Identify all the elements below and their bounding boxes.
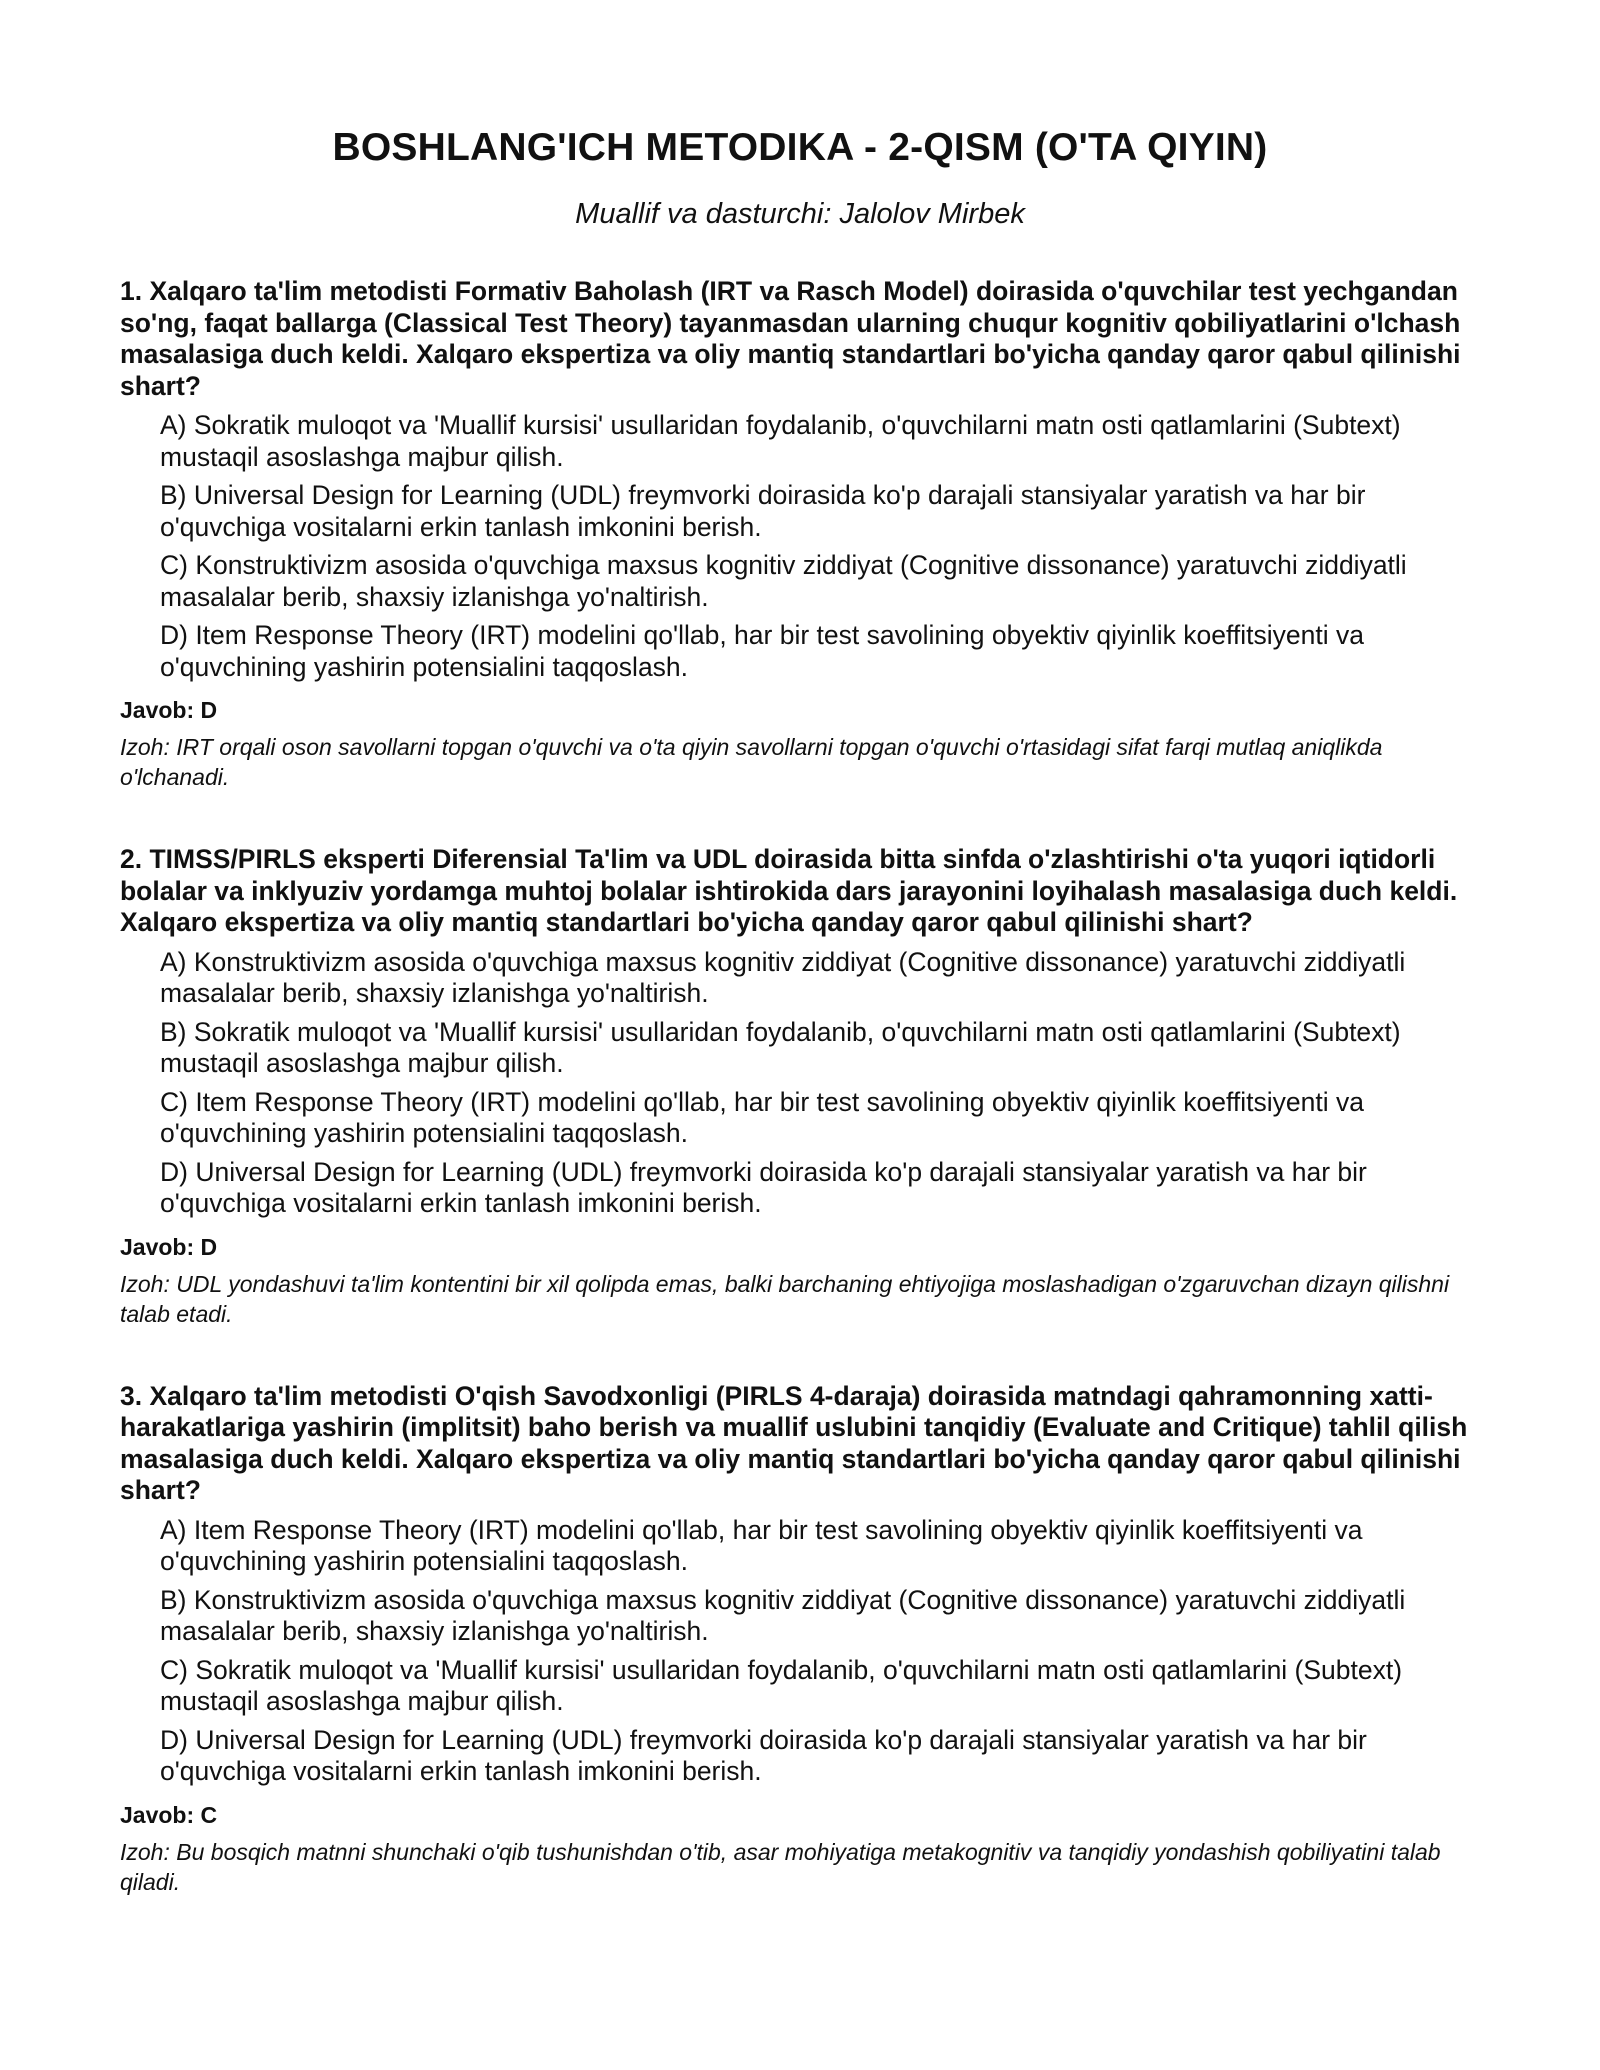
- explanation-text: Izoh: UDL yondashuvi ta'lim kontentini bir xil qolipda emas, balki barchaning ehtiyojiga moslashadigan o'zgaruvchan dizayn qilishni talab etadi.: [120, 1270, 1450, 1327]
- option-b: B) Konstruktivizm asosida o'quvchiga maxsus kognitiv ziddiyat (Cognitive dissonance) yaratuvchi ziddiyatli masalalar berib, shaxsiy izlanishga yo'naltirish.: [160, 1584, 1406, 1646]
- question-text: 3. Xalqaro ta'lim metodisti O'qish Savodxonligi (PIRLS 4-daraja) doirasida matndagi qahramonning xatti-harakatlariga yashirin (implitsit) baho berish va muallif uslubini tanqidiy (Evaluate and Critique) tahlil qilish masalasiga duch keldi. Xalqaro ekspertiza va oliy mantiq standartlari bo'yicha qanday qaror qabul qilinishi shart?: [120, 1380, 1468, 1505]
- option-b: B) Sokratik muloqot va 'Muallif kursisi' usullaridan foydalanib, o'quvchilarni matn osti qatlamlarini (Subtext) mustaqil asoslashga majbur qilish.: [160, 1016, 1401, 1078]
- option-c: C) Item Response Theory (IRT) modelini qo'llab, har bir test savolining obyektiv qiyinlik koeffitsiyenti va o'quvchining yashirin potensialini taqqoslash.: [160, 1086, 1364, 1148]
- answer-label: Javob: C: [120, 1801, 218, 1828]
- option-a: A) Item Response Theory (IRT) modelini qo'llab, har bir test savolining obyektiv qiyinlik koeffitsiyenti va o'quvchining yashirin potensialini taqqoslash.: [160, 1514, 1363, 1576]
- question-3: [120, 1381, 1480, 1897]
- explanation-text: Izoh: IRT orqali oson savollarni topgan o'quvchi va o'ta qiyin savollarni topgan o'quvchi o'rtasidagi sifat farqi mutlaq aniqlikda o'lchanadi.: [120, 734, 1383, 790]
- option-c: C) Konstruktivizm asosida o'quvchiga maxsus kognitiv ziddiyat (Cognitive dissonance) yaratuvchi ziddiyatli masalalar berib, shaxsiy izlanishga yo'naltirish.: [160, 550, 1407, 612]
- option-a: A) Sokratik muloqot va 'Muallif kursisi' usullaridan foydalanib, o'quvchilarni matn osti qatlamlarini (Subtext) mustaqil asoslashga majbur qilish.: [160, 410, 1401, 472]
- question-1: [120, 276, 1480, 792]
- answer-label: Javob: D: [120, 697, 218, 723]
- option-a: A) Konstruktivizm asosida o'quvchiga maxsus kognitiv ziddiyat (Cognitive dissonance) yaratuvchi ziddiyatli masalalar berib, shaxsiy izlanishga yo'naltirish.: [160, 946, 1406, 1008]
- question-text: 2. TIMSS/PIRLS eksperti Diferensial Ta'lim va UDL doirasida bitta sinfda o'zlashtirishi o'ta yuqori iqtidorli bolalar va inklyuziv yordamga muhtoj bolalar ishtirokida dars jarayonini loyihalash masalasiga duch keldi. Xalqaro ekspertiza va oliy mantiq standartlari bo'yicha qanday qaror qabul qilinishi shart?: [120, 844, 1458, 937]
- option-d: D) Universal Design for Learning (UDL) freymvorki doirasida ko'p darajali stansiyalar yaratish va har bir o'quvchiga vositalarni erkin tanlash imkonini berish.: [160, 1724, 1367, 1786]
- option-list: [120, 947, 1480, 1220]
- question-list: [120, 276, 1480, 1897]
- answer-label: Javob: D: [120, 1233, 218, 1260]
- document-title: BOSHLANG'ICH METODIKA - 2-QISM (O'TA QIYIN): [332, 126, 1268, 169]
- option-list: [120, 1515, 1480, 1788]
- option-d: D) Universal Design for Learning (UDL) freymvorki doirasida ko'p darajali stansiyalar yaratish va har bir o'quvchiga vositalarni erkin tanlash imkonini berish.: [160, 1156, 1367, 1218]
- option-list: [120, 410, 1480, 683]
- question-text: 1. Xalqaro ta'lim metodisti Formativ Baholash (IRT va Rasch Model) doirasida o'quvchilar test yechgandan so'ng, faqat ballarga (Classical Test Theory) tayanmasdan ularning chuqur kognitiv qobiliyatlarini o'lchash masalasiga duch keldi. Xalqaro ekspertiza va oliy mantiq standartlari bo'yicha qanday qaror qabul qilinishi shart?: [120, 276, 1461, 401]
- question-2: [120, 844, 1480, 1329]
- option-c: C) Sokratik muloqot va 'Muallif kursisi' usullaridan foydalanib, o'quvchilarni matn osti qatlamlarini (Subtext) mustaqil asoslashga majbur qilish.: [160, 1654, 1403, 1716]
- explanation-text: Izoh: Bu bosqich matnni shunchaki o'qib tushunishdan o'tib, asar mohiyatiga metakognitiv va tanqidiy yondashish qobiliyatini talab qiladi.: [120, 1838, 1441, 1895]
- option-d: D) Item Response Theory (IRT) modelini qo'llab, har bir test savolining obyektiv qiyinlik koeffitsiyenti va o'quvchining yashirin potensialini taqqoslash.: [160, 620, 1364, 682]
- document-author: Muallif va dasturchi: Jalolov Mirbek: [575, 198, 1025, 230]
- option-b: B) Universal Design for Learning (UDL) freymvorki doirasida ko'p darajali stansiyalar yaratish va har bir o'quvchiga vositalarni erkin tanlash imkonini berish.: [160, 480, 1366, 542]
